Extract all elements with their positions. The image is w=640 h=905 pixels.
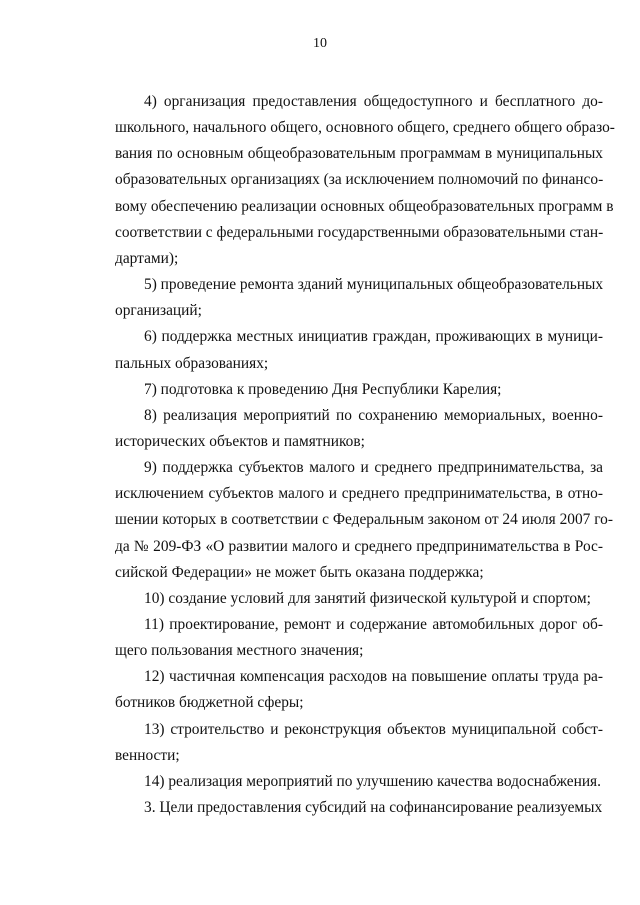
text-line: шении которых в соответствии с Федеральным законом от 24 июля 2007 го-: [115, 511, 613, 529]
text-line: 5) проведение ремонта зданий муниципальных общеобразовательных: [144, 276, 604, 294]
text-line: 6) поддержка местных инициатив граждан, проживающих в муници-: [144, 328, 603, 346]
text-line: исключением субъектов малого и среднего предпринимательства, в отно-: [115, 485, 603, 503]
text-line: 11) проектирование, ремонт и содержание автомобильных дорог об-: [144, 616, 603, 633]
text-line: вому обеспечению реализации основных общеобразовательных программ в: [115, 197, 614, 215]
text-line: 14) реализация мероприятий по улучшению качества водоснабжения.: [144, 772, 601, 790]
text-line: 4) организация предоставления общедоступного и бесплатного до-: [144, 93, 603, 110]
text-line: 12) частичная компенсация расходов на повышение оплаты труда ра-: [144, 668, 603, 686]
text-line: 3. Цели предоставления субсидий на софинансирование реализуемых: [144, 799, 603, 817]
text-line: образовательных организациях (за исключением полномочий по финансо-: [115, 171, 604, 189]
text-line: 8) реализация мероприятий по сохранению мемориальных, военно-: [144, 406, 603, 424]
text-line: исторических объектов и памятников;: [115, 432, 365, 450]
text-line: сийской Федерации» не может быть оказана поддержка;: [115, 563, 484, 581]
text-line: венности;: [115, 746, 180, 764]
text-line: ботников бюджетной сферы;: [115, 694, 304, 712]
text-line: да № 209-ФЗ «О развитии малого и среднего предпринимательства в Рос-: [115, 537, 603, 555]
text-line: пальных образованиях;: [115, 354, 269, 372]
text-line: щего пользования местного значения;: [115, 642, 364, 660]
text-line: вания по основным общеобразовательным программам в муниципальных: [115, 145, 603, 163]
text-line: организаций;: [115, 302, 202, 320]
text-line: 7) подготовка к проведению Дня Республики Карелия;: [144, 380, 502, 398]
text-line: 13) строительство и реконструкция объектов муниципальной собст-: [144, 720, 603, 738]
text-line: дартами);: [115, 249, 179, 267]
text-line: 10) создание условий для занятий физической культурой и спортом;: [144, 589, 591, 607]
page-number: 10: [313, 36, 327, 51]
text-line: 9) поддержка субъектов малого и среднего предпринимательства, за: [144, 459, 603, 477]
text-line: школьного, начального общего, основного общего, среднего общего образо-: [115, 119, 615, 137]
text-line: соответствии с федеральными государственными образовательными стан-: [115, 223, 604, 241]
